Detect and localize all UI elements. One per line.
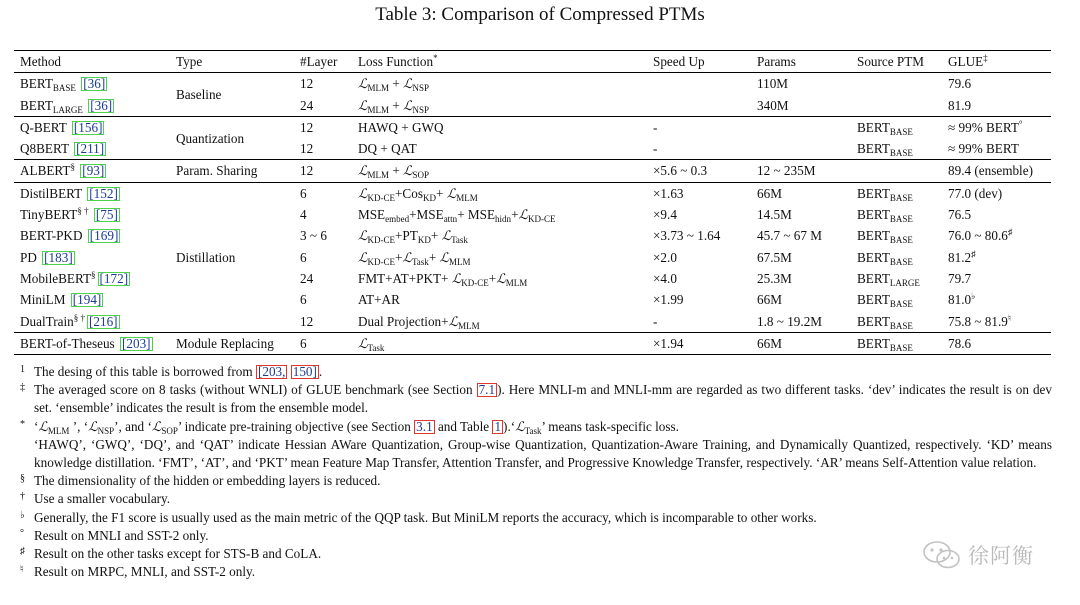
source-cell: $BERT_{BASE}$ bbox=[857, 335, 913, 353]
glue-cell: 76.5 bbox=[948, 207, 972, 223]
citation-link[interactable]: [211] bbox=[76, 141, 105, 157]
params-cell: 1.8 ~ 19.2M bbox=[757, 313, 823, 329]
table-row bbox=[14, 225, 1051, 246]
method-cell: DualTrain§ † [216] bbox=[20, 312, 118, 329]
citation-link[interactable]: [194] bbox=[72, 292, 102, 308]
source-cell bbox=[851, 95, 942, 117]
speed-cell: ×4.0 bbox=[653, 270, 677, 286]
footnote: ♭ Generally, the F1 score is usually used as the main metric of the QQP task. But MiniLM reports the accuracy, which is incomparable to other works. bbox=[20, 509, 817, 525]
params-cell: 14.5M bbox=[757, 207, 792, 223]
table-row bbox=[14, 182, 1051, 204]
table-row bbox=[14, 73, 1051, 95]
layer-cell: 6 bbox=[300, 249, 307, 265]
source-cell bbox=[851, 73, 942, 95]
loss-cell: ℒ$_{KD-CE}$+Cos$_{KD}$+ ℒ$_{MLM}$ bbox=[358, 185, 478, 203]
citation-link[interactable]: [203, bbox=[257, 364, 286, 379]
wechat-icon bbox=[922, 540, 962, 570]
footnote: † Use a smaller vocabulary. bbox=[20, 491, 171, 507]
footnote: 1 The desing of this table is borrowed from [203, 150] . bbox=[20, 364, 323, 379]
footnote: ♯ Result on the other tasks except for STS-B and CoLA. bbox=[20, 546, 322, 562]
watermark-name: 徐阿衡 bbox=[968, 544, 1034, 568]
loss-cell: ℒ$_{MLM}$ + ℒ$_{SOP}$ bbox=[358, 163, 430, 181]
speed-cell bbox=[647, 73, 751, 95]
glue-cell: 78.6 bbox=[948, 335, 972, 351]
speed-cell: ×1.63 bbox=[653, 185, 684, 201]
table-header-row bbox=[14, 51, 1051, 73]
type-cell: Param. Sharing bbox=[176, 163, 258, 179]
layer-cell: 3 ~ 6 bbox=[300, 228, 327, 244]
citation-link[interactable]: [203] bbox=[121, 335, 151, 351]
footnote: § The dimensionality of the hidden or embedding layers is reduced. bbox=[20, 473, 381, 489]
source-cell: $BERT_{BASE}$ bbox=[857, 228, 913, 246]
source-cell bbox=[851, 160, 942, 182]
speed-cell: - bbox=[653, 141, 658, 157]
source-cell: $BERT_{LARGE}$ bbox=[857, 270, 920, 288]
speed-cell: - bbox=[653, 313, 658, 329]
citation-link[interactable]: [216] bbox=[88, 313, 118, 329]
type-cell: Module Replacing bbox=[176, 335, 274, 351]
loss-cell: DQ + QAT bbox=[358, 141, 417, 157]
citation-link[interactable]: [172] bbox=[99, 270, 129, 286]
layer-cell: 6 bbox=[300, 335, 307, 351]
method-cell: DistilBERT [152] bbox=[20, 185, 118, 201]
loss-cell: ℒ$_{MLM}$ + ℒ$_{NSP}$ bbox=[358, 76, 430, 94]
loss-cell: Dual Projection+ℒ$_{MLM}$ bbox=[358, 313, 480, 331]
type-cell: Quantization bbox=[176, 130, 245, 146]
layer-cell: 24 bbox=[300, 97, 314, 113]
speed-cell: ×3.73 ~ 1.64 bbox=[653, 228, 721, 244]
header-source: Source PTM bbox=[857, 54, 925, 69]
citation-link[interactable]: [36] bbox=[83, 76, 106, 92]
params-cell: 110M bbox=[757, 76, 789, 92]
source-cell: $BERT_{BASE}$ bbox=[857, 249, 913, 267]
glue-cell: 75.8 ~ 81.9♮ bbox=[948, 312, 1012, 329]
source-cell: $BERT_{BASE}$ bbox=[857, 207, 913, 225]
method-cell: PD [183] bbox=[20, 249, 73, 265]
footnote: ° Result on MNLI and SST-2 only. bbox=[20, 527, 209, 543]
loss-cell: AT+AR bbox=[358, 292, 400, 308]
watermark bbox=[922, 540, 1034, 570]
citation-link[interactable]: [156] bbox=[73, 119, 103, 135]
params-cell: 12 ~ 235M bbox=[757, 163, 816, 179]
params-cell: 45.7 ~ 67 M bbox=[757, 228, 823, 244]
params-cell: 66M bbox=[757, 185, 782, 201]
method-cell: BERT-of-Theseus [203] bbox=[20, 335, 151, 351]
footnote-continuation: ‘HAWQ’, ‘GWQ’, ‘DQ’, and ‘QAT’ indicate Hessian AWare Quantization, Group-wise Quantization, Quantization-Aware Training, and Dynamically Quantized, respectively. ‘KD’ means knowledge distillation. ‘FMT’, ‘AT’, and ‘PKT’ mean Feature Map Transfer, Attention Transfer, and Progressive Knowledge Transfer, respectively. ‘AR’ means Self-Attention value relation. bbox=[34, 436, 1052, 471]
table-row bbox=[14, 268, 1051, 289]
glue-cell: 77.0 (dev) bbox=[948, 185, 1003, 201]
loss-cell: ℒ$_{MLM}$ + ℒ$_{NSP}$ bbox=[358, 97, 430, 115]
source-cell: $BERT_{BASE}$ bbox=[857, 292, 913, 310]
section-link[interactable]: 3.1 bbox=[416, 418, 433, 434]
loss-cell: FMT+AT+PKT+ ℒ$_{KD-CE}$+ℒ$_{MLM}$ bbox=[358, 270, 528, 288]
method-cell: MobileBERT§ [172] bbox=[20, 269, 129, 286]
params-cell: 25.3M bbox=[757, 270, 792, 286]
source-cell: $BERT_{BASE}$ bbox=[857, 313, 913, 331]
layer-cell: 6 bbox=[300, 292, 307, 308]
loss-cell: HAWQ + GWQ bbox=[358, 119, 444, 135]
comparison-table bbox=[14, 50, 1051, 355]
layer-cell: 12 bbox=[300, 119, 314, 135]
method-cell: ALBERT§ [93] bbox=[20, 162, 105, 179]
citation-link[interactable]: [169] bbox=[89, 228, 119, 244]
params-cell: 67.5M bbox=[757, 249, 792, 265]
layer-cell: 4 bbox=[300, 207, 307, 223]
method-cell: Q-BERT [156] bbox=[20, 119, 103, 135]
citation-link[interactable]: [36] bbox=[90, 97, 113, 113]
speed-cell: ×2.0 bbox=[653, 249, 677, 265]
table-row bbox=[14, 95, 1051, 117]
table-title: Table 3: Comparison of Compressed PTMs bbox=[375, 4, 705, 25]
type-cell: Distillation bbox=[176, 249, 236, 265]
type-cell: Baseline bbox=[176, 86, 222, 102]
header-layer: #Layer bbox=[300, 54, 338, 69]
layer-cell: 24 bbox=[300, 270, 314, 286]
header-glue: GLUE‡ bbox=[948, 53, 988, 69]
speed-cell: ×9.4 bbox=[653, 207, 677, 223]
table-row bbox=[14, 204, 1051, 225]
source-cell: $BERT_{BASE}$ bbox=[857, 141, 913, 159]
glue-cell: 81.2♯ bbox=[948, 248, 976, 265]
speed-cell: - bbox=[653, 119, 658, 135]
glue-cell: ≈ 99% BERT° bbox=[948, 118, 1023, 135]
table-row bbox=[14, 138, 1051, 160]
header-type: Type bbox=[176, 54, 203, 69]
header-params: Params bbox=[757, 54, 796, 69]
params-cell: 340M bbox=[757, 97, 789, 113]
table-link[interactable]: 1 bbox=[494, 418, 502, 434]
table-row bbox=[14, 289, 1051, 310]
table-row bbox=[14, 332, 1051, 354]
section-link[interactable]: 7.1 bbox=[478, 382, 496, 398]
params-cell: 66M bbox=[757, 335, 782, 351]
params-cell bbox=[751, 116, 851, 138]
header-method: Method bbox=[20, 54, 62, 69]
glue-cell: ≈ 99% BERT bbox=[948, 141, 1019, 157]
footnote: ‡ The averaged score on 8 tasks (without WNLI) of GLUE benchmark (see Section 7.1 ). Here MNLI-m and MNLI-mm are regarded as two different tasks. ‘dev’ indicates the result is on dev set. ‘ensemble’ indicates the result is from the ensemble model. bbox=[20, 382, 1052, 416]
layer-cell: 12 bbox=[300, 313, 314, 329]
layer-cell: 12 bbox=[300, 163, 314, 179]
method-cell: BERT-PKD [169] bbox=[20, 228, 119, 244]
table-row bbox=[14, 116, 1051, 138]
loss-cell: ℒ$_{KD-CE}$+ℒ$_{Task}$+ ℒ$_{MLM}$ bbox=[358, 249, 471, 267]
citation-link[interactable]: [75] bbox=[95, 207, 118, 223]
table-row bbox=[14, 160, 1051, 182]
method-cell: $BERT_{BASE}$ [36] bbox=[20, 76, 106, 94]
citation-link[interactable]: [93] bbox=[82, 163, 105, 179]
header-speed: Speed Up bbox=[653, 54, 705, 69]
speed-cell: ×1.99 bbox=[653, 292, 684, 308]
method-cell: MiniLM [194] bbox=[20, 292, 102, 308]
loss-cell: $ℒ_{KD-CE}+PT_{KD}+$ ℒ$_{Task}$ bbox=[358, 228, 468, 246]
speed-cell: ×5.6 ~ 0.3 bbox=[653, 163, 708, 179]
glue-cell: 79.7 bbox=[948, 270, 972, 286]
params-cell: 66M bbox=[757, 292, 782, 308]
glue-cell: 89.4 (ensemble) bbox=[948, 163, 1033, 179]
speed-cell: ×1.94 bbox=[653, 335, 684, 351]
glue-cell: 81.9 bbox=[948, 97, 972, 113]
method-cell: TinyBERT§ † [75] bbox=[20, 206, 118, 223]
glue-cell: 79.6 bbox=[948, 76, 972, 92]
table-row bbox=[14, 247, 1051, 268]
citation-link[interactable]: 150] bbox=[292, 364, 317, 379]
layer-cell: 12 bbox=[300, 76, 314, 92]
method-cell: Q8BERT [211] bbox=[20, 141, 105, 157]
glue-cell: 81.0♭ bbox=[948, 291, 976, 308]
speed-cell bbox=[647, 95, 751, 117]
table-row bbox=[14, 311, 1051, 333]
footnote: * ‘ℒ$_{MLM}$ ’, ‘ℒ$_{NSP}$’, and ‘ℒ$_{SOP}$’ indicate pre-training objective (see Section 3.1 and Table 1 ).‘ℒ$_{Task}$’ means task-specific loss. bbox=[20, 418, 679, 436]
layer-cell: 12 bbox=[300, 141, 314, 157]
footnotes bbox=[20, 363, 1052, 581]
header-loss: Loss Function* bbox=[358, 53, 438, 69]
glue-cell: 76.0 ~ 80.6♯ bbox=[948, 227, 1013, 244]
method-cell: $BERT_{LARGE}$ [36] bbox=[20, 97, 113, 115]
loss-cell: $MSE_{embed}+MSE_{attn}+$ $MSE_{hidn}+ℒ_{KD-CE}$ bbox=[358, 207, 556, 225]
citation-link[interactable]: [152] bbox=[89, 185, 118, 201]
citation-link[interactable]: [183] bbox=[44, 249, 73, 265]
params-cell bbox=[751, 138, 851, 160]
source-cell: $BERT_{BASE}$ bbox=[857, 185, 913, 203]
loss-cell: ℒ$_{Task}$ bbox=[358, 335, 385, 353]
layer-cell: 6 bbox=[300, 185, 307, 201]
footnote: ♮ Result on MRPC, MNLI, and SST-2 only. bbox=[20, 564, 256, 580]
source-cell: $BERT_{BASE}$ bbox=[857, 119, 913, 137]
